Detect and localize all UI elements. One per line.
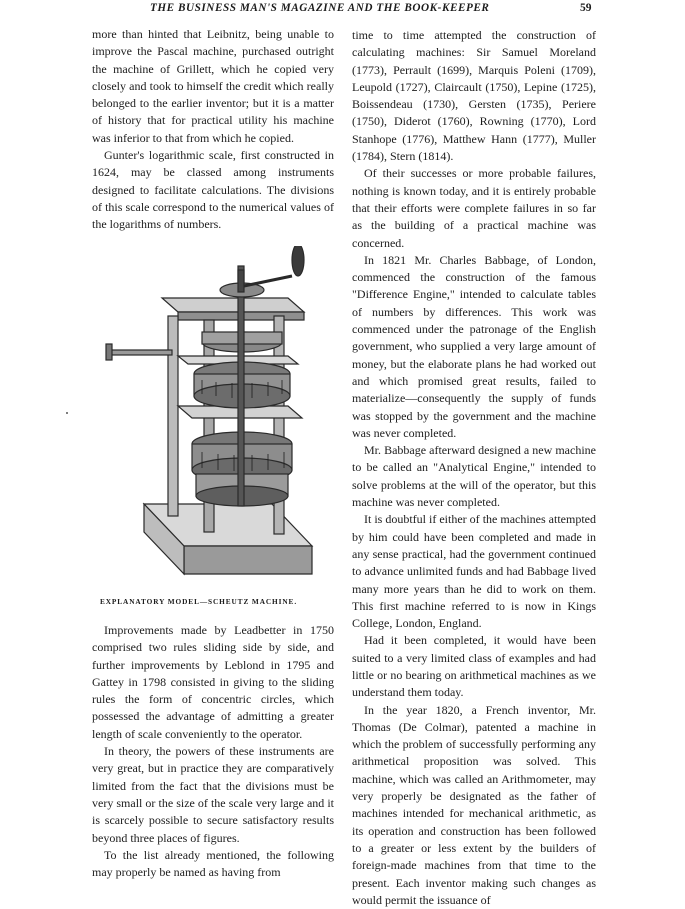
left-column-bottom (92, 622, 334, 881)
paragraph: Improvements made by Leadbetter in 1750 comprised two rules sliding side by side, and further improvements by Leblond in 1795 and Gattey in 1798 consisted in giving to the sliding rules the form of concentric circles, which possessed the advantage of admitting a greater length of scale conveniently to the operator. (92, 623, 334, 741)
paragraph: more than hinted that Leibnitz, being unable to improve the Pascal machine, purchased outright the machine of Grillett, which he copied very closely and took to himself the credit which really belonged to the earlier inventor; but it is a matter of history that for practical utility his machine was inferior to that from which he copied. (92, 27, 334, 145)
running-title: THE BUSINESS MAN'S MAGAZINE AND THE BOOK-KEEPER (150, 2, 490, 14)
left-column-top (92, 26, 334, 234)
scheutz-machine-illustration (92, 246, 332, 586)
paragraph: Of their successes or more probable failures, nothing is known today, and it is entirely probable that their efforts were complete failures in so far as the building of a practical machine was concerned. (352, 166, 596, 250)
paragraph: In the year 1820, a French inventor, Mr. Thomas (De Colmar), patented a machine in which the problem of successfully performing any arithmetical proposition was solved. This machine, which was called an Arithmometer, may very properly be designated as the father of machines intended for mechanical arithmetic, as its operation and construction has been followed to a greater or less extent by the builders of foreign-made machines from that time to the present. Each inventor making such changes as would permit the issuance of (352, 702, 596, 907)
paragraph: To the list already mentioned, the following may properly be named as having from (92, 847, 334, 880)
paragraph: In theory, the powers of these instruments are very great, but in practice they are comparatively limited from the fact that the divisions must be very small or the size of the scale very large and it is scarcely possible to secure satisfactory results beyond three places of figures. (92, 744, 334, 845)
paragraph: time to time attempted the construction of calculating machines: Sir Samuel Moreland (1773), Perrault (1699), Marquis Poleni (1709), Leupold (1727), Claircault (1750), Lepine (1725), Boissendeau (1730), Gersten (1735), Periere (1750), Diderot (1760), Rowning (1770), Lord Stanhope (1776), Matthew Hann (1777), Muller (1784), Stern (1814). (352, 28, 596, 164)
running-head (0, 2, 685, 18)
paragraph: In 1821 Mr. Charles Babbage, of London, commenced the construction of the famous "Difference Engine," intended to calculate tables of numbers by differences. This work was commenced under the patronage of the English government, who supplied a very large amount of money, but the elaborate plans he had worked out and which promised great results, failed to materialize—consequently the supply of funds was stopped by the government and the machine was never completed. (352, 252, 596, 440)
figure-caption: EXPLANATORY MODEL—SCHEUTZ MACHINE. (100, 597, 298, 606)
paragraph: Gunter's logarithmic scale, first constructed in 1624, may be classed among instruments designed to facilitate calculations. The divisions of this scale correspond to the numerical values of the logarithms of numbers. (92, 148, 334, 232)
paragraph: Mr. Babbage afterward designed a new machine to be called an "Analytical Engine," intended to solve problems at the will of the operator, but this machine was never completed. (352, 443, 596, 510)
page-number: 59 (580, 2, 592, 14)
scheutz-machine-figure (92, 246, 332, 610)
stray-mark (66, 412, 68, 414)
right-column (352, 27, 596, 909)
paragraph: It is doubtful if either of the machines attempted by him could have been completed and made in any sense practical, had the government continued to advance unlimited funds and had Babbage lived many more years than he did to work on them. This first machine referred to is now in Kings College, London, England. (352, 512, 596, 631)
paragraph: Had it been completed, it would have been suited to a very limited class of examples and had little or no bearing on arithmetical machines as we understand them today. (352, 633, 596, 700)
